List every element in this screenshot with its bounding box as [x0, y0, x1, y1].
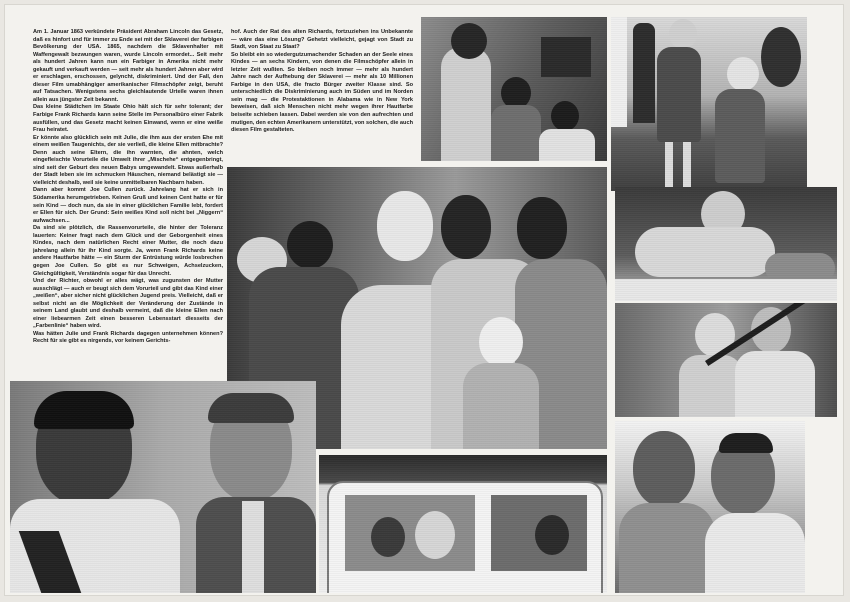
- paragraph: Dann aber kommt Joe Cullen zurück. Jahrelang hat er sich in Südamerika herumgetrieben. Keinen Gruß und keinen Cent hatte er für sein Kind — doch nun, da sie in einer glücklichen Familie lebt, fordert er Ellen für sich. Der Grund: Sein weißes Kind soll nicht bei „Niggern“ aufwachsen...: [33, 187, 223, 224]
- photo-girls-on-lawn: [611, 17, 807, 191]
- photo-two-men-closeup: [615, 421, 805, 593]
- paragraph: Am 1. Januar 1863 verkündete Präsident Abraham Lincoln das Gesetz, daß es hinfort und für immer zu Ende sei mit der Sklaverei der farbigen Bevölkerung der USA. 1865, nachdem die Sklavenhalter mit Waffengewalt bezwungen waren, wurde Lincoln ermordet... Seit mehr als hundert Jahren kann nun ein Farbiger in Amerika nicht mehr gekauft und verkauft werden — seit mehr als hundert Jahren aber wird er erschlagen, erschossen, gelyncht, diskriminiert. Und der Fall, den dieser Film umabhängiger amerikanischer Filmschöpfer zeigt, beruht auf Tatsachen. Wenigstens sechs gleichlautende Urteile waren ihnen allein aus jüngster Zeit bekannt.: [33, 29, 223, 103]
- paragraph: hof. Auch der Rat des alten Richards, fortzuziehen ins Unbekannte — wäre das eine Lösung? Gehetzt vielleicht, gejagt von Stadt zu Stadt, von Staat zu Staat?: [231, 29, 413, 51]
- photo-two-men-indoor: [421, 17, 607, 161]
- photo-woman-man-rifle: [615, 303, 837, 417]
- article-column-1: [33, 29, 223, 379]
- paragraph: Da sind sie plötzlich, die Rassenvorurteile, die hinter der Toleranz lauerten: Keiner fragt nach dem Glück und der Geborgenheit eines Kindes, nach dem natürlichen Recht einer Mutter, die noch dazu jahrelang allein für ihr Kind sorgte. Ja, wenn Frank Richards keine andere Hautfarbe hätte — ein Sturm der Entrüstung würde losbrechen gegen Joe Cullen. So gibt es nur Schweigen, Achselzucken, Gleichgültigkeit, Verständnis sogar für das Unrecht.: [33, 225, 223, 277]
- article-column-2: [231, 29, 413, 179]
- paragraph: So bleibt ein so wiedergutzumachender Schaden an der Seele eines Kindes — an sechs Kindern, von denen die Filmschöpfer allein in letzter Zeit wußten. So bleiben noch immer — mehr als hundert Jahre nach der Aufhebung der Sklaverei — mehr als 10 Millionen Farbige in den USA, die fracto Bürger zweiter Klasse sind. So unterschiedlich die Diskriminierung auch im Süden und im Norden sein mag — die Protestaktionen in Alabama wie in New York beweisen, daß sich Menschen nicht mehr wegen ihrer Hautfarbe beiseite schieben lassen. Dabei werden sie von den aufrechten und mutigen, den echten Amerikanern unterstützt, von solchen, die auch diesen Film gestalteten.: [231, 51, 413, 134]
- paragraph: Das kleine Städtchen im Staate Ohio hält sich für sehr tolerant; der Farbige Frank Richards kann seine Stelle im Personalbüro einer Fabrik ausfüllen, und das Gesetz macht keinen Einwand, wenn er eine weiße Frau heiratet.: [33, 104, 223, 134]
- photo-men-bottom-left: [10, 381, 316, 593]
- photo-boy-lying: [615, 187, 837, 301]
- paragraph: Er könnte also glücklich sein mit Julie, die ihm aus der ersten Ehe mit einem weißen Taugenichts, der sie verließ, die kleine Ellen mitbrachte? Denn auch seine Eltern, die ihn warnten, die ahnten, welch eingefleischte Vorurteile die Umwelt ihrer „Mischehe“ entgegenbringt, sind seit der Geburt des neuen Babys umgewandelt. Etwas außerhalb der Stadt leben sie im schmucken Häuschen, niemand belästigt sie — vielleicht deshalb, weil sie keine unmittelbaren Nachbarn haben.: [33, 134, 223, 186]
- magazine-page: [5, 5, 843, 595]
- paragraph: Was hätten Julie und Frank Richards dagegen unternehmen können? Recht für sie gibt es nirgends, vor keinem Gerichts-: [33, 330, 223, 345]
- paragraph: Und der Richter, obwohl er alles wägt, was zugunsten der Mutter ausschlägt — auch er beugt sich dem Vorurteil und gibt das Kind einer „weißen“, aber sicher nicht glücklichen Jugend preis. Vielleicht, daß er selbst nicht an die Möglichkeit der Veränderung der Zustände in seinem Land glaubt und deshalb vermeint, daß die kleine Ellen nach einer liebearmen Zeit einen besseren Lebensstart diesseits der „Farbenlinie“ haben wird.: [33, 278, 223, 330]
- photo-girl-in-car: [319, 455, 607, 593]
